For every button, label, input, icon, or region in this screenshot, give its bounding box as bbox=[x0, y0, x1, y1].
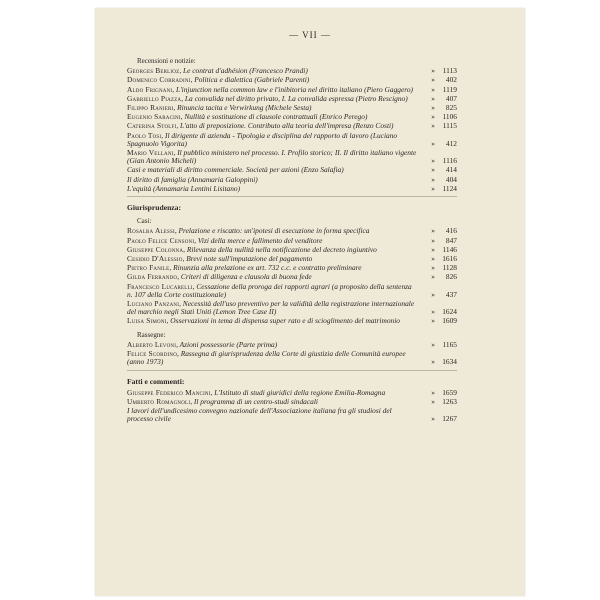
entry-text bbox=[127, 341, 419, 349]
section-divider bbox=[127, 196, 457, 197]
entry-page-number: 1115 bbox=[442, 121, 457, 131]
toc-entry bbox=[127, 264, 457, 272]
entry-author: Umberto Romagnoli bbox=[127, 396, 191, 406]
toc-entry bbox=[127, 176, 457, 184]
entry-title: , Il programma di un centro-studi sindacali bbox=[190, 396, 318, 406]
entry-text bbox=[127, 122, 419, 130]
entry-title: , Osservazioni in tema di dispensa super rato e di scioglimento del matrimonio bbox=[166, 316, 400, 326]
entry-title: Il diritto di famiglia (Annamaria Galoppini) bbox=[127, 174, 258, 184]
entry-author: Mario Vellani bbox=[127, 148, 174, 158]
entry-page-number: 416 bbox=[445, 226, 457, 236]
toc-entry bbox=[127, 86, 457, 94]
entry-author: Paolo Tosi bbox=[127, 130, 162, 140]
entry-title: , Prelazione e riscatto: un'ipotesi di esecuzione in forma specifica bbox=[174, 226, 370, 236]
entry-text bbox=[127, 95, 419, 103]
toc-entry bbox=[127, 113, 457, 121]
entry-ditto-mark: » bbox=[431, 84, 435, 94]
entry-page-number: 1267 bbox=[442, 414, 457, 424]
subsection-title: Rassegne: bbox=[137, 330, 166, 339]
entry-page-number: 1263 bbox=[442, 396, 457, 406]
entry-page-number: 414 bbox=[445, 165, 457, 175]
toc-entry bbox=[127, 317, 457, 325]
entry-page-number: 1616 bbox=[442, 254, 457, 264]
toc-entry bbox=[127, 273, 457, 281]
entry-title: , Azioni possessorie (Parte prima) bbox=[176, 339, 278, 349]
entry-page-number: 1119 bbox=[442, 84, 457, 94]
entry-text bbox=[127, 407, 419, 423]
toc-entry bbox=[127, 122, 457, 130]
entry-title: , Nullità e sostituzione di clausole contrattuali (Enrico Perego) bbox=[180, 112, 368, 122]
entry-ditto-mark: » bbox=[431, 357, 435, 367]
entry-text bbox=[127, 132, 419, 148]
entry-author: Domenico Corradini bbox=[127, 75, 191, 85]
entry-author: Gabriello Piazza bbox=[127, 93, 182, 103]
entry-ditto-mark: » bbox=[431, 396, 435, 406]
entry-title: , Rilevanza della nullità nella notificazione del decreto ingiuntivo bbox=[183, 244, 377, 254]
subsection-title: Recensioni e notizie: bbox=[137, 57, 196, 65]
entry-title: , La convalida nel diritto privato, I. La convalida espressa (Pietro Rescigno) bbox=[181, 93, 408, 103]
toc-entry bbox=[127, 76, 457, 84]
entry-ditto-mark: » bbox=[431, 156, 435, 166]
entry-title: , L'atto di preposizione. Contributo alla teoria dell'impresa (Renzo Costi) bbox=[176, 121, 394, 131]
entry-title: , Il dirigente di azienda - Tipologia e disciplina del rapporto di lavoro (Luciano Spagnuolo Vigorita) bbox=[127, 130, 398, 148]
page-number-header: — VII — bbox=[289, 30, 331, 40]
toc-entry bbox=[127, 350, 457, 366]
entry-text bbox=[127, 86, 419, 94]
entry-page-number: 1106 bbox=[442, 112, 457, 122]
entry-ditto-mark: » bbox=[431, 103, 435, 113]
entry-text bbox=[127, 350, 419, 366]
entry-author: Giuseppe Colonna bbox=[127, 244, 184, 254]
entry-ditto-mark: » bbox=[431, 165, 435, 175]
entry-title: Casi e materiali di diritto commerciale. Società per azioni (Enzo Salafia) bbox=[127, 165, 344, 175]
entry-author: Filippo Ranieri bbox=[127, 103, 174, 113]
entry-ditto-mark: » bbox=[431, 235, 435, 245]
entry-title: , L'injunction nella common law e l'inibitoria nel diritto italiano (Piero Gaggero) bbox=[172, 84, 414, 94]
entry-ditto-mark: » bbox=[431, 226, 435, 236]
entry-page-number: 412 bbox=[445, 138, 457, 148]
entry-text bbox=[127, 273, 419, 281]
entry-title: , Cessazione della proroga dei rapporti agrari (a proposito della sentenza n. 107 della Corte costituzionale) bbox=[127, 281, 412, 299]
entry-page-number: 1165 bbox=[442, 339, 457, 349]
entry-text bbox=[127, 104, 419, 112]
entry-page-number: 1609 bbox=[442, 316, 457, 326]
entry-author: Cesidio D'Alessio bbox=[127, 254, 183, 264]
toc-entry bbox=[127, 95, 457, 103]
section-title: Fatti e commenti: bbox=[127, 376, 185, 386]
toc-entry bbox=[127, 255, 457, 263]
entry-text bbox=[127, 176, 419, 184]
entry-ditto-mark: » bbox=[431, 174, 435, 184]
entry-title: , L'Istituto di studi giuridici della regione Emilia-Romagna bbox=[210, 387, 386, 397]
entry-text bbox=[127, 185, 419, 193]
entry-page-number: 847 bbox=[445, 235, 457, 245]
entry-author: Caterina Stolfi bbox=[127, 121, 177, 131]
entry-ditto-mark: » bbox=[431, 339, 435, 349]
toc-entry bbox=[127, 227, 457, 235]
entry-author: Rosalba Alessi bbox=[127, 226, 175, 236]
entry-ditto-mark: » bbox=[431, 316, 435, 326]
entry-author: Alberto Levoni bbox=[127, 339, 177, 349]
entry-page-number: 1634 bbox=[442, 357, 457, 367]
entry-page-number: 402 bbox=[445, 75, 457, 85]
entry-author: Aldo Frignani bbox=[127, 84, 173, 94]
toc-entry bbox=[127, 166, 457, 174]
toc-entry bbox=[127, 246, 457, 254]
toc-entry bbox=[127, 67, 457, 75]
entry-author: Felice Scordino bbox=[127, 349, 178, 359]
toc-entry bbox=[127, 341, 457, 349]
table-of-contents bbox=[127, 57, 457, 425]
entry-ditto-mark: » bbox=[431, 66, 435, 76]
subsection-title: Casi: bbox=[137, 217, 152, 226]
entry-author: Eugenio Saracini bbox=[127, 112, 181, 122]
entry-text bbox=[127, 398, 419, 406]
entry-text bbox=[127, 237, 419, 245]
entry-text bbox=[127, 255, 419, 263]
entry-author: Luciano Panzani bbox=[127, 299, 180, 309]
entry-ditto-mark: » bbox=[431, 183, 435, 193]
entry-author: Georges Berlioz bbox=[127, 66, 180, 76]
entry-page-number: 1113 bbox=[442, 66, 457, 76]
toc-entry bbox=[127, 389, 457, 397]
entry-page-number: 825 bbox=[445, 103, 457, 113]
entry-text bbox=[127, 264, 419, 272]
entry-page-number: 1124 bbox=[442, 183, 457, 193]
entry-text bbox=[127, 317, 419, 325]
entry-page-number: 1146 bbox=[442, 244, 457, 254]
entry-text bbox=[127, 389, 419, 397]
entry-title: , Criteri di diligenza e clausola di buona fede bbox=[177, 272, 312, 282]
entry-title: , Rinunzia alla prelazione ex art. 732 c.c. e contratto preliminare bbox=[169, 263, 362, 273]
entry-title: , Le contrat d'adhésion (Francesco Prandi) bbox=[179, 66, 308, 76]
entry-ditto-mark: » bbox=[431, 244, 435, 254]
entry-ditto-mark: » bbox=[431, 112, 435, 122]
entry-ditto-mark: » bbox=[431, 75, 435, 85]
entry-page-number: 404 bbox=[445, 174, 457, 184]
toc-entry bbox=[127, 104, 457, 112]
entry-title: I lavori dell'undicesimo convegno nazionale dell'Associazione italiana fra gli studiosi del processo civile bbox=[127, 406, 392, 424]
entry-page-number: 1659 bbox=[442, 387, 457, 397]
toc-entry bbox=[127, 237, 457, 245]
entry-title: , Necessità dell'uso preventivo per la validità della registrazione internazionale del marchio negli Stati Uniti (Lemon Tree Case II) bbox=[127, 299, 415, 317]
entry-page-number: 1128 bbox=[442, 263, 457, 273]
entry-page-number: 1624 bbox=[442, 307, 457, 317]
entry-title: , Vizi della merce e fallimento del venditore bbox=[194, 235, 323, 245]
entry-text bbox=[127, 227, 419, 235]
entry-title: , Brevi note sull'imputazione del pagamento bbox=[182, 254, 313, 264]
entry-text bbox=[127, 149, 419, 165]
entry-title: , Il pubblico ministero nel processo. I. Profilo storico; II. Il diritto italiano vigente (Gian Antonio Micheli) bbox=[127, 148, 417, 166]
section-title: Giurisprudenza: bbox=[127, 203, 182, 213]
entry-title: L'equità (Annamaria Lentini Lisitano) bbox=[127, 183, 241, 193]
entry-author: Pietro Fanile bbox=[127, 263, 170, 273]
entry-author: Francesco Lucarelli bbox=[127, 281, 193, 291]
entry-ditto-mark: » bbox=[431, 307, 435, 317]
entry-page-number: 407 bbox=[445, 93, 457, 103]
entry-ditto-mark: » bbox=[431, 289, 435, 299]
entry-text bbox=[127, 67, 419, 75]
entry-page-number: 437 bbox=[445, 289, 457, 299]
toc-entry bbox=[127, 185, 457, 193]
entry-text bbox=[127, 246, 419, 254]
entry-ditto-mark: » bbox=[431, 263, 435, 273]
entry-author: Gilda Ferrando bbox=[127, 272, 178, 282]
entry-ditto-mark: » bbox=[431, 387, 435, 397]
toc-entry bbox=[127, 407, 457, 423]
entry-ditto-mark: » bbox=[431, 254, 435, 264]
entry-author: Luisa Simoni bbox=[127, 316, 167, 326]
entry-page-number: 826 bbox=[445, 272, 457, 282]
entry-text bbox=[127, 300, 419, 316]
entry-ditto-mark: » bbox=[431, 414, 435, 424]
entry-title: , Rinuncia tacita e Verwirkung (Michele Sesta) bbox=[173, 103, 312, 113]
entry-text bbox=[127, 166, 419, 174]
toc-entry bbox=[127, 149, 457, 165]
entry-author: Giuseppe Federico Mancini bbox=[127, 387, 211, 397]
entry-title: , Rassegna di giurisprudenza della Corte di giustizia delle Comunità europee (anno 1973) bbox=[127, 349, 406, 367]
entry-text bbox=[127, 76, 419, 84]
entry-ditto-mark: » bbox=[431, 138, 435, 148]
toc-entry bbox=[127, 300, 457, 316]
toc-entry bbox=[127, 132, 457, 148]
entry-author: Paolo Felice Censoni bbox=[127, 235, 195, 245]
entry-ditto-mark: » bbox=[431, 121, 435, 131]
toc-entry bbox=[127, 283, 457, 299]
entry-page-number: 1116 bbox=[442, 156, 457, 166]
entry-text bbox=[127, 283, 419, 299]
toc-entry bbox=[127, 398, 457, 406]
section-divider bbox=[127, 370, 457, 371]
entry-title: , Politica e dialettica (Gabriele Parenti) bbox=[190, 75, 310, 85]
entry-ditto-mark: » bbox=[431, 93, 435, 103]
entry-text bbox=[127, 113, 419, 121]
entry-ditto-mark: » bbox=[431, 272, 435, 282]
